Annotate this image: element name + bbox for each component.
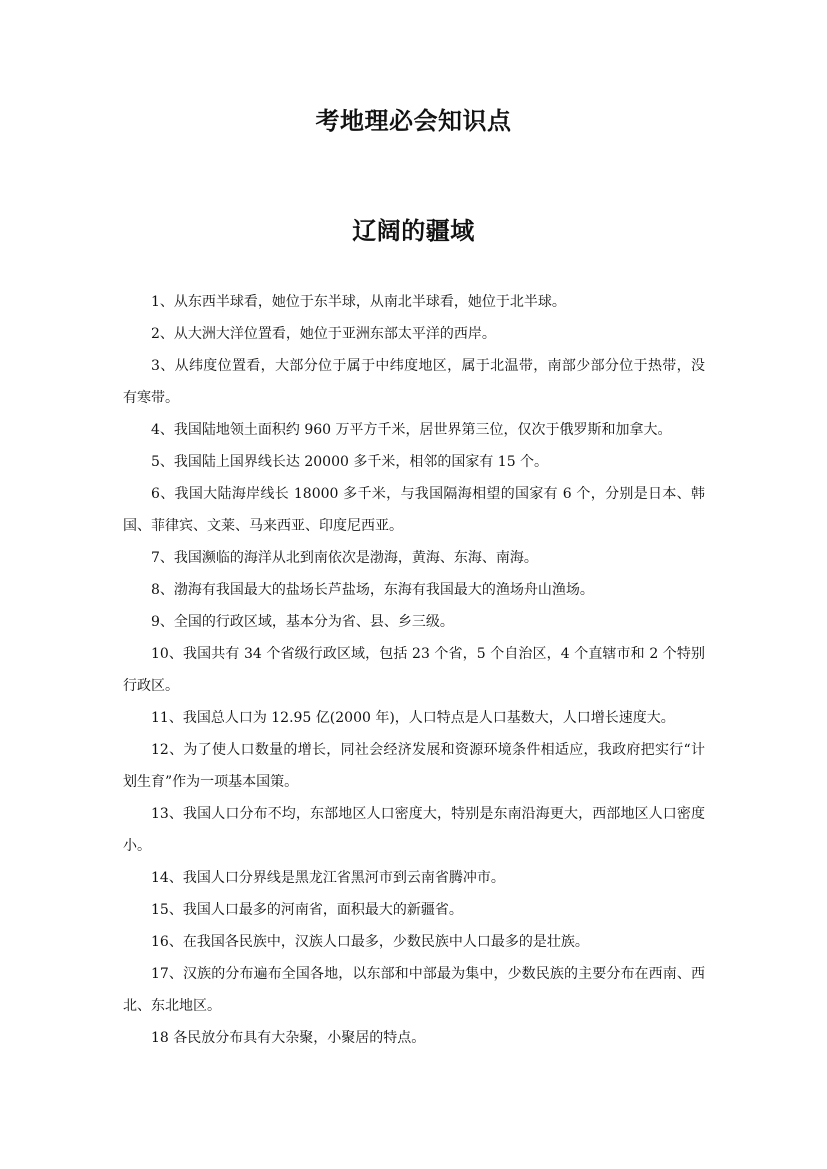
list-item: 9、全国的行政区域，基本分为省、县、乡三级。 [151,614,454,630]
list-item: 18 各民放分布具有大杂聚，小聚居的特点。 [151,1030,426,1046]
list-item: 16、在我国各民族中，汉族人口最多，少数民族中人口最多的是壮族。 [151,934,589,950]
list-item: 12、为了使人口数量的增长，同社会经济发展和资源环境条件相适应，我政府把实行“计划生育”作为一项基本国策。 [123,742,705,790]
knowledge-point-list [123,286,705,1054]
list-item: 4、我国陆地领土面积约 960 万平方千米，居世界第三位，仅次于俄罗斯和加拿大。 [151,422,672,438]
list-item: 1、从东西半球看，她位于东半球，从南北半球看，她位于北半球。 [151,294,566,310]
list-item: 7、我国濒临的海洋从北到南依次是渤海，黄海、东海、南海。 [151,550,538,566]
list-item: 5、我国陆上国界线长达 20000 多千米，相邻的国家有 15 个。 [151,454,549,470]
list-item: 8、渤海有我国最大的盐场长芦盐场，东海有我国最大的渔场舟山渔场。 [151,582,594,598]
list-item: 2、从大洲大洋位置看，她位于亚洲东部太平洋的西岸。 [151,326,496,342]
list-item: 10、我国共有 34 个省级行政区域，包括 23 个省，5 个自治区，4 个直辖市和 2 个特别行政区。 [123,646,705,694]
list-item: 13、我国人口分布不均，东部地区人口密度大，特别是东南沿海更大，西部地区人口密度小。 [123,806,705,854]
list-item: 6、我国大陆海岸线长 18000 多千米，与我国隔海相望的国家有 6 个，分别是日本、韩国、菲律宾、文莱、马来西亚、印度尼西亚。 [123,486,705,534]
document-title: 考地理必会知识点 [315,106,512,135]
section-title: 辽阔的疆域 [352,216,475,245]
list-item: 11、我国总人口为 12.95 亿(2000 年)，人口特点是人口基数大，人口增长速度大。 [151,710,675,726]
list-item: 14、我国人口分界线是黑龙江省黑河市到云南省腾冲市。 [151,870,505,886]
list-item: 3、从纬度位置看，大部分位于属于中纬度地区，属于北温带，南部少部分位于热带，没有寒带。 [123,358,705,406]
list-item: 17、汉族的分布遍布全国各地，以东部和中部最为集中，少数民族的主要分布在西南、西北、东北地区。 [123,966,705,1014]
list-item: 15、我国人口最多的河南省，面积最大的新疆省。 [151,902,463,918]
